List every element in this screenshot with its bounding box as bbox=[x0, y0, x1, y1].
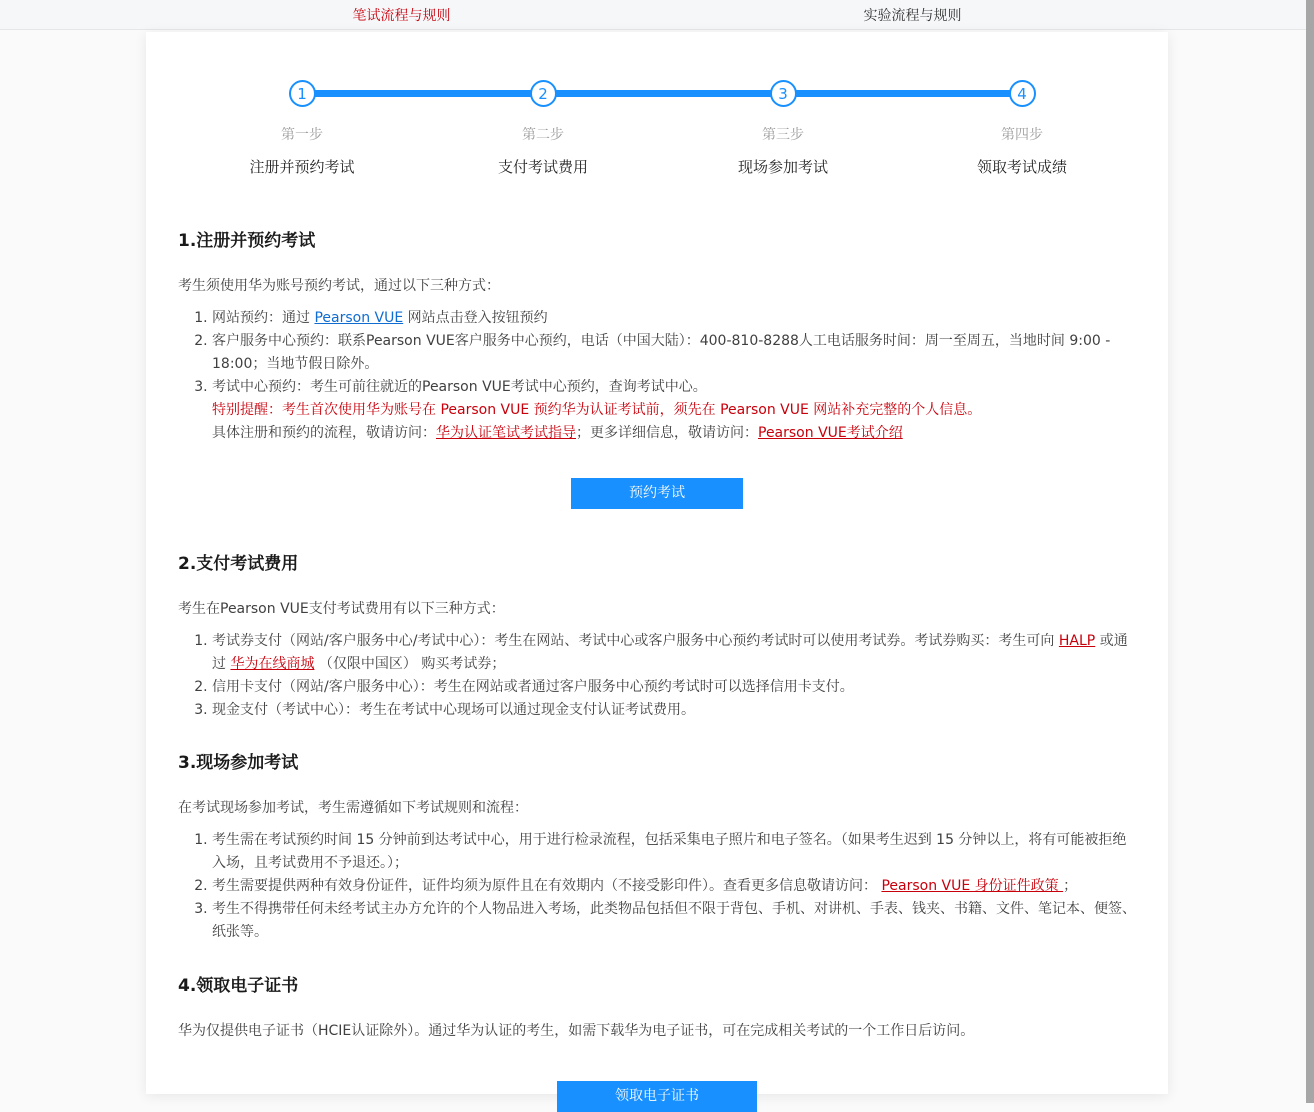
list-item-text: （仅限中国区） 购买考试券； bbox=[314, 656, 506, 672]
section-attend-exam-onsite bbox=[178, 748, 1136, 944]
section-2-intro: 考生在Pearson VUE支付考试费用有以下三种方式： bbox=[178, 601, 505, 617]
reserve-exam-button[interactable]: 预约考试 bbox=[571, 478, 743, 509]
guide-links-line bbox=[212, 422, 1136, 445]
step-1-title: 注册并预约考试 bbox=[249, 158, 355, 176]
list-item: 3. 考生不得携带任何未经考试主办方允许的个人物品进入考场，此类物品包括但不限于背包、手机、对讲机、手表、钱夹、书籍、文件、笔记本、便签、纸张等。 bbox=[212, 898, 1136, 944]
reserve-button-row bbox=[178, 445, 1136, 509]
section-2-heading: 2.支付考试费用 bbox=[178, 554, 299, 574]
process-card bbox=[146, 32, 1168, 1104]
certificate-button-row bbox=[178, 1043, 1136, 1112]
list-item-text: 网站点击登入按钮预约 bbox=[403, 310, 548, 326]
guide-pre-text: 具体注册和预约的流程，敬请访问： bbox=[212, 425, 436, 441]
step-3 bbox=[673, 80, 893, 177]
list-item-text: 网站预约：通过 bbox=[212, 310, 315, 326]
list-item: 2. 客户服务中心预约：联系Pearson VUE客户服务中心预约，电话（中国大陆）：400-810-8288人工电话服务时间：周一至周五，当地时间 9:00 - 18:00；当地节假日除外。 bbox=[212, 330, 1136, 376]
list-item-text: 或通过 bbox=[212, 633, 1128, 672]
step-1 bbox=[192, 80, 412, 177]
pearson-vue-exam-intro-link[interactable]: Pearson VUE考试介绍 bbox=[758, 425, 903, 441]
section-2-list bbox=[178, 630, 1136, 722]
section-3-heading: 3.现场参加考试 bbox=[178, 753, 299, 773]
section-1-list bbox=[178, 307, 1136, 399]
pearson-vue-link[interactable]: Pearson VUE bbox=[314, 310, 404, 326]
list-item bbox=[212, 307, 1136, 330]
halp-link[interactable]: HALP bbox=[1058, 633, 1096, 649]
section-pay-exam-fee bbox=[178, 549, 1136, 722]
id-policy-link[interactable]: Pearson VUE 身份证件政策 bbox=[881, 878, 1064, 894]
special-reminder-text: 特别提醒：考生首次使用华为账号在 Pearson VUE 预约华为认证考试前，须先在 Pearson VUE 网站补充完整的个人信息。 bbox=[212, 402, 982, 418]
step-4-title: 领取考试成绩 bbox=[976, 158, 1067, 176]
page-scrollbar[interactable] bbox=[1306, 0, 1314, 1103]
section-get-e-certificate bbox=[178, 971, 1136, 1112]
list-item: 1. 考生需在考试预约时间 15 分钟前到达考试中心，用于进行检录流程，包括采集电子照片和电子签名。（如果考生迟到 15 分钟以上，将有可能被拒绝入场，且考试费用不予退还。）； bbox=[212, 829, 1136, 875]
step-4-circle: 4 bbox=[1009, 80, 1036, 107]
step-3-label: 第三步 bbox=[762, 127, 804, 143]
list-item-text: 考生需要提供两种有效身份证件，证件均须为原件且在有效期内（不接受影印件）。查看更多信息敬请访问： bbox=[212, 878, 882, 894]
top-tab-bar bbox=[0, 0, 1314, 30]
section-1-intro: 考生须使用华为账号预约考试，通过以下三种方式： bbox=[178, 278, 500, 294]
step-1-circle: 1 bbox=[289, 80, 316, 107]
step-4 bbox=[912, 80, 1132, 177]
step-2 bbox=[433, 80, 653, 177]
step-1-label: 第一步 bbox=[281, 127, 323, 143]
rules-content bbox=[146, 226, 1168, 1112]
step-4-label: 第四步 bbox=[1001, 127, 1043, 143]
section-3-list bbox=[178, 829, 1136, 944]
list-item-text: ； bbox=[1063, 878, 1078, 894]
exam-steps-progress bbox=[146, 32, 1168, 176]
tab-written-exam-rules[interactable]: 笔试流程与规则 bbox=[352, 7, 451, 24]
section-4-intro: 华为仅提供电子证书（HCIE认证除外）。通过华为认证的考生，如需下载华为电子证书，可在完成相关考试的一个工作日后访问。 bbox=[178, 1023, 975, 1039]
list-item: 3. 现金支付（考试中心）：考生在考试中心现场可以通过现金支付认证考试费用。 bbox=[212, 699, 1136, 722]
section-register-and-reserve bbox=[178, 226, 1136, 509]
list-item bbox=[212, 630, 1136, 676]
get-certificate-button[interactable]: 领取电子证书 bbox=[557, 1081, 757, 1112]
section-3-intro: 在考试现场参加考试，考生需遵循如下考试规则和流程： bbox=[178, 800, 528, 816]
list-item: 2. 信用卡支付（网站/客户服务中心）：考生在网站或者通过客户服务中心预约考试时可以选择信用卡支付。 bbox=[212, 676, 1136, 699]
step-2-circle: 2 bbox=[530, 80, 557, 107]
step-3-circle: 3 bbox=[770, 80, 797, 107]
top-tab-bar-inner bbox=[146, 0, 1168, 29]
tab-lab-exam-rules[interactable]: 实验流程与规则 bbox=[863, 7, 962, 24]
section-4-heading: 4.领取电子证书 bbox=[178, 976, 299, 996]
written-exam-guide-link[interactable]: 华为认证笔试考试指导 bbox=[436, 425, 576, 441]
huawei-online-store-link[interactable]: 华为在线商城 bbox=[230, 656, 315, 672]
list-item-text: 考试券支付（网站/客户服务中心/考试中心）：考生在网站、考试中心或客户服务中心预约考试时可以使用考试券。考试券购买：考生可向 bbox=[212, 633, 1059, 649]
step-2-title: 支付考试费用 bbox=[497, 158, 588, 176]
step-3-title: 现场参加考试 bbox=[737, 158, 828, 176]
section-1-heading: 1.注册并预约考试 bbox=[178, 231, 316, 251]
guide-mid-text: ；更多详细信息，敬请访问： bbox=[576, 425, 758, 441]
step-2-label: 第二步 bbox=[522, 127, 564, 143]
list-item: 3. 考试中心预约：考生可前往就近的Pearson VUE考试中心预约，查询考试中心。 bbox=[212, 376, 1136, 399]
list-item bbox=[212, 875, 1136, 898]
